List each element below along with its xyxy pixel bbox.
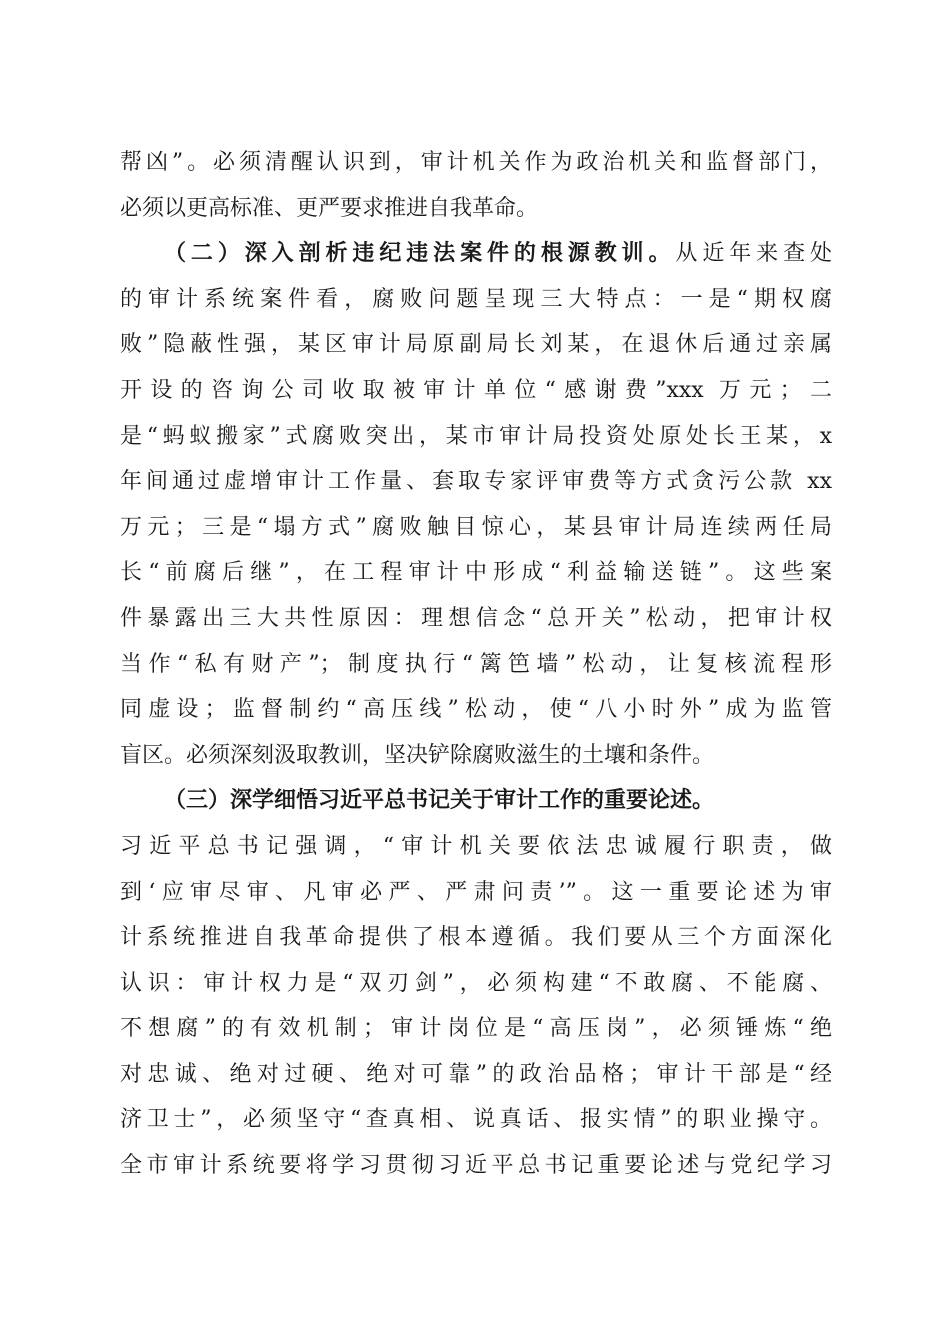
section-3-heading: （三）深学细悟习近平总书记关于审计工作的重要论述。 (164, 787, 715, 814)
document-body (120, 140, 832, 1189)
paragraph-2-line-6: 年间通过虚增审计工作量、套取专家评审费等方式贪污公款 xx (120, 469, 832, 495)
paragraph-2-line-7: 万元；三是“塌方式”腐败触目惊心，某县审计局连续两任局 (120, 514, 832, 540)
paragraph-2-line-3: 败”隐蔽性强，某区审计局原副局长刘某，在退休后通过亲属 (120, 332, 832, 358)
paragraph-2-line-1-rest: 从近年来查处 (675, 241, 832, 267)
paragraph-3-line-7: 对忠诚、绝对过硬、绝对可靠”的政治品格；审计干部是“经 (120, 1061, 832, 1087)
paragraph-2-line-9: 件暴露出三大共性原因：理想信念“总开关”松动，把审计权 (120, 605, 832, 631)
paragraph-2-line-12: 盲区。必须深刻汲取教训，坚决铲除腐败滋生的土壤和条件。 (120, 742, 715, 768)
paragraph-3-line-3: 到‘应审尽审、凡审必严、严肃问责’”。这一重要论述为审 (120, 879, 832, 905)
paragraph-2-line-10: 当作“私有财产”；制度执行“篱笆墙”松动，让复核流程形 (120, 651, 832, 677)
paragraph-2-line-1 (120, 231, 832, 277)
paragraph-2-line-5: 是“蚂蚁搬家”式腐败突出，某市审计局投资处原处长王某，x (120, 423, 832, 449)
paragraph-3-line-9: 全市审计系统要将学习贯彻习近平总书记重要论述与党纪学习 (120, 1153, 832, 1179)
paragraph-3-line-4: 计系统推进自我革命提供了根本遵循。我们要从三个方面深化 (120, 925, 832, 951)
paragraph-2-line-8: 长“前腐后继”，在工程审计中形成“利益输送链”。这些案 (120, 560, 832, 586)
section-2-heading: （二）深入剖析违纪违法案件的根源教训。 (164, 240, 676, 267)
paragraph-2-line-2: 的审计系统案件看，腐败问题呈现三大特点：一是“期权腐 (120, 286, 832, 312)
paragraph-3-line-6: 不想腐”的有效机制；审计岗位是“高压岗”，必须锤炼“绝 (120, 1016, 832, 1042)
paragraph-3-line-8: 济卫士”，必须坚守“查真相、说真话、报实情”的职业操守。 (120, 1107, 832, 1133)
paragraph-3-line-5: 认识：审计权力是“双刃剑”，必须构建“不敢腐、不能腐、 (120, 970, 832, 996)
paragraph-3-line-1 (120, 778, 832, 824)
paragraph-1-line-2: 必须以更高标准、更严要求推进自我革命。 (120, 195, 539, 221)
paragraph-3-line-2: 习近平总书记强调，“审计机关要依法忠诚履行职责，做 (120, 833, 832, 859)
paragraph-2-line-11: 同虚设；监督制约“高压线”松动，使“八小时外”成为监管 (120, 697, 832, 723)
paragraph-1-line-1: 帮凶”。必须清醒认识到，审计机关作为政治机关和监督部门， (120, 150, 832, 175)
paragraph-2-line-4: 开设的咨询公司收取被审计单位“感谢费”xxx 万元；二 (120, 377, 832, 403)
